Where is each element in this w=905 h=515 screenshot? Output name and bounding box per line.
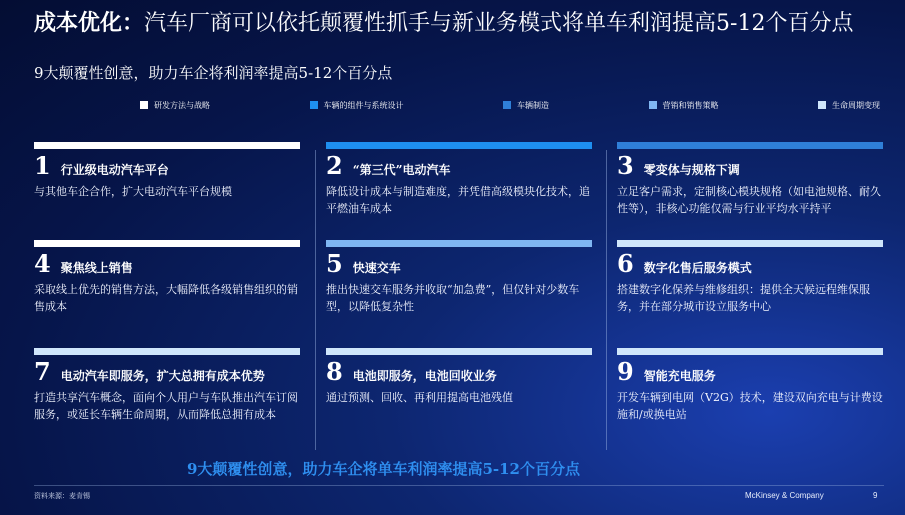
legend-label: 车辆制造 — [517, 100, 549, 110]
card-color-bar — [34, 240, 300, 247]
idea-card-8 — [326, 348, 592, 406]
card-description: 采取线上优先的销售方法，大幅降低各级销售组织的销售成本 — [34, 283, 298, 313]
idea-card-9 — [617, 348, 883, 423]
card-heading: “第三代”电动汽车 — [352, 163, 451, 177]
card-description: 立足客户需求，定制核心模块规格（如电池规格、耐久性等），非核心功能仅需与行业平均水平持平 — [617, 185, 881, 215]
legend-item — [140, 98, 210, 112]
page-title-bold: 成本优化： — [34, 10, 145, 36]
card-color-bar — [34, 348, 300, 355]
card-heading: 零变体与规格下调 — [643, 163, 740, 177]
card-heading: 数字化售后服务模式 — [643, 261, 752, 275]
card-heading: 快速交车 — [352, 261, 401, 275]
card-color-bar — [326, 240, 592, 247]
page-number: 9 — [873, 491, 878, 500]
card-description: 开发车辆到电网（V2G）技术，建设双向充电与计费设施和/或换电站 — [617, 391, 883, 421]
legend-item — [503, 98, 549, 112]
card-color-bar — [326, 348, 592, 355]
card-heading: 电动汽车即服务，扩大总拥有成本优势 — [60, 369, 265, 383]
card-heading: 电池即服务，电池回收业务 — [352, 369, 497, 383]
card-heading: 行业级电动汽车平台 — [60, 163, 169, 177]
card-number: 7 — [34, 357, 51, 386]
idea-card-1 — [34, 142, 300, 200]
card-number: 4 — [34, 249, 51, 278]
source-note: 资料来源：麦肯锡 — [34, 492, 90, 500]
legend-swatch — [503, 101, 511, 109]
card-color-bar — [34, 142, 300, 149]
page-title-text: 汽车厂商可以依托颠覆性抓手与新业务模式将单车利润提高5-12个百分点 — [144, 11, 854, 36]
idea-card-6 — [617, 240, 883, 315]
card-number: 8 — [326, 357, 343, 386]
idea-card-5 — [326, 240, 592, 315]
idea-card-4 — [34, 240, 300, 315]
card-description: 与其他车企合作，扩大电动汽车平台规模 — [34, 185, 232, 198]
footer-divider — [34, 485, 884, 486]
tagline: 9大颠覆性创意，助力车企将单车利润率提高5-12个百分点 — [187, 460, 580, 478]
card-number: 5 — [326, 249, 343, 278]
legend-swatch — [818, 101, 826, 109]
card-description: 通过预测、回收、再利用提高电池残值 — [326, 391, 513, 404]
page-title — [34, 10, 874, 37]
legend-swatch — [649, 101, 657, 109]
card-color-bar — [617, 348, 883, 355]
page-subtitle: 9大颠覆性创意，助力车企将利润率提高5-12个百分点 — [34, 64, 393, 82]
legend-label: 生命周期变现 — [832, 100, 880, 110]
brand-name: McKinsey & Company — [745, 491, 824, 500]
card-number: 9 — [617, 357, 634, 386]
idea-card-3 — [617, 142, 883, 217]
idea-card-2 — [326, 142, 592, 217]
card-heading: 聚焦线上销售 — [60, 261, 133, 275]
idea-card-7 — [34, 348, 300, 423]
legend-item — [818, 98, 880, 112]
legend-item — [649, 98, 719, 112]
card-number: 3 — [617, 151, 634, 180]
card-number: 6 — [617, 249, 634, 278]
card-heading: 智能充电服务 — [643, 369, 716, 383]
legend-swatch — [310, 101, 318, 109]
legend-label: 车辆的组件与系统设计 — [323, 100, 404, 110]
legend-label: 营销和销售策略 — [662, 100, 719, 110]
card-number: 2 — [326, 151, 343, 180]
legend-label: 研发方法与战略 — [154, 100, 210, 110]
card-description: 降低设计成本与制造难度，并凭借高级模块化技术，追平燃油车成本 — [326, 185, 590, 215]
legend-item — [310, 98, 404, 112]
column-divider — [606, 150, 607, 450]
card-description: 打造共享汽车概念，面向个人用户与车队推出汽车订阅服务，或延长车辆生命周期，从而降低总拥有成本 — [34, 391, 298, 421]
legend — [140, 98, 880, 112]
legend-swatch — [140, 101, 148, 109]
card-description: 推出快速交车服务并收取“加急费”，但仅针对少数车型，以降低复杂性 — [326, 283, 580, 313]
card-color-bar — [617, 240, 883, 247]
card-color-bar — [617, 142, 883, 149]
column-divider — [315, 150, 316, 450]
card-description: 搭建数字化保养与维修组织：提供全天候远程维保服务，并在部分城市设立服务中心 — [617, 283, 870, 313]
card-color-bar — [326, 142, 592, 149]
card-number: 1 — [34, 151, 51, 180]
